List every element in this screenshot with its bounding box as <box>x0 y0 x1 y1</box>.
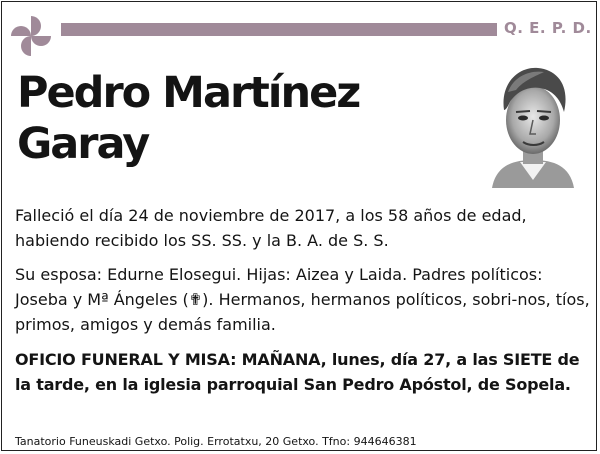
death-notice: Falleció el día 24 de noviembre de 2017, a los 58 años de edad, habiendo recibido los SS. SS. y la B. A. de S. S. <box>15 206 527 250</box>
portrait-photo <box>490 62 576 188</box>
name-line-2: Garay <box>17 119 149 169</box>
header-bar <box>61 23 497 36</box>
lauburu-icon <box>7 12 55 60</box>
family-list: Su esposa: Edurne Elosegui. Hijas: Aizea y Laida. Padres políticos: Joseba y Mª Ángeles (✟). Hermanos, hermanos políticos, sobri-nos, tíos, primos, amigos y demás familia. <box>15 265 590 334</box>
funeral-home-footer: Tanatorio Funeuskadi Getxo. Polig. Errotatxu, 20 Getxo. Tfno: 944646381 <box>15 435 417 448</box>
funeral-announcement: OFICIO FUNERAL Y MISA: MAÑANA, lunes, día 27, a las SIETE de la tarde, en la iglesia parroquial San Pedro Apóstol, de Sopela. <box>15 350 580 394</box>
qepd-tag: Q. E. P. D. <box>504 19 592 37</box>
deceased-name <box>17 68 447 170</box>
name-line-1: Pedro Martínez <box>17 68 360 118</box>
